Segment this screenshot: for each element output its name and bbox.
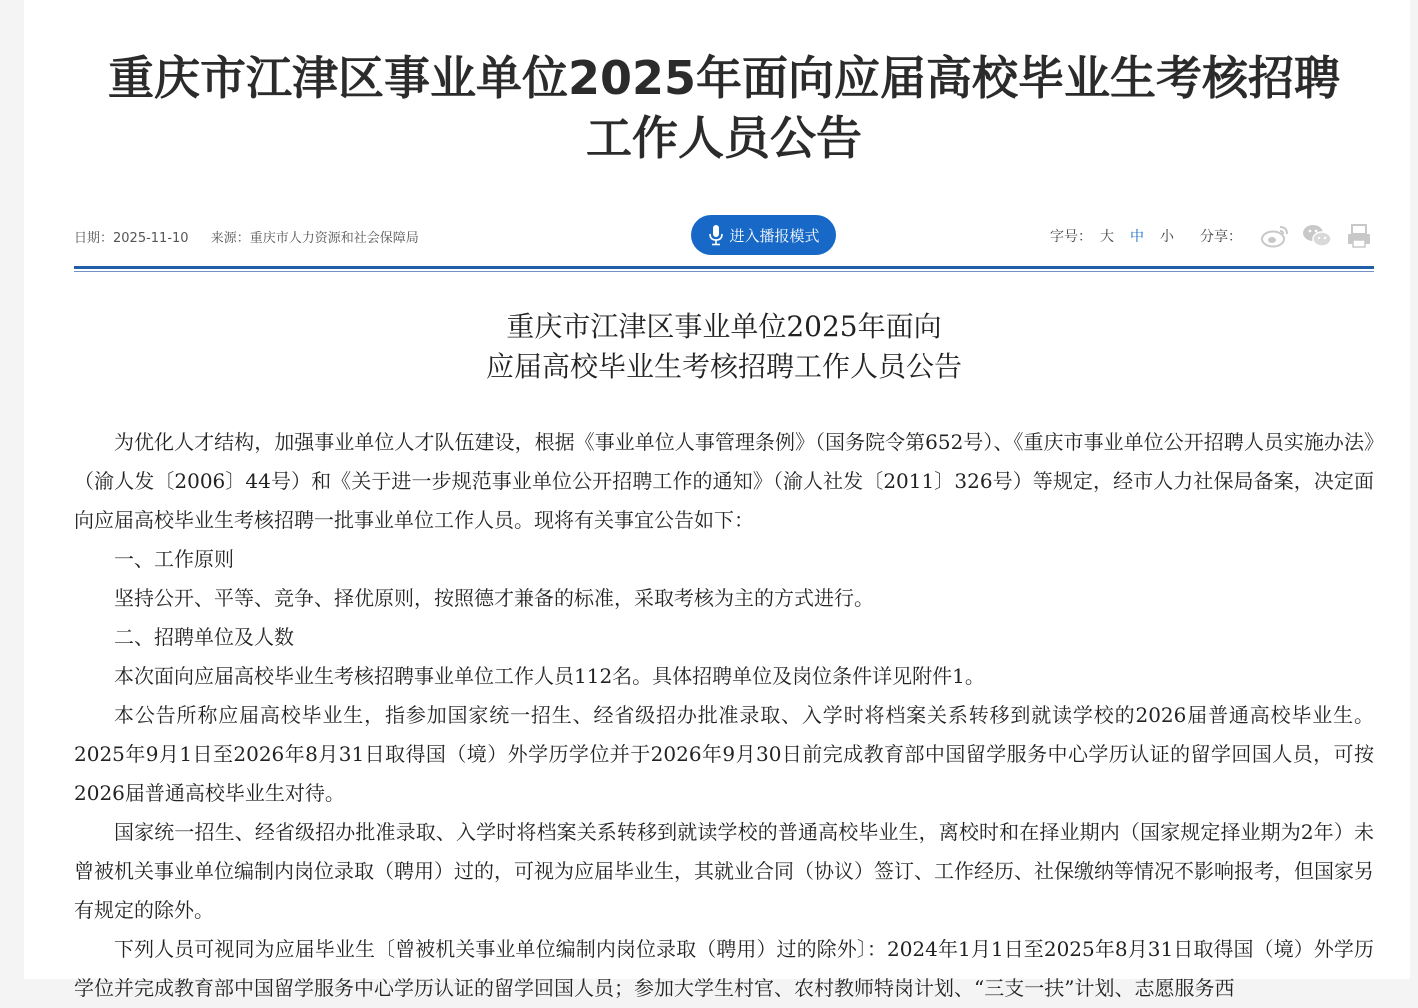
microphone-icon (707, 224, 725, 246)
broadcast-mode-button[interactable] (691, 215, 836, 255)
article-page (24, 0, 1410, 1000)
meta-info (74, 227, 437, 246)
font-size-medium[interactable]: 中 (1130, 229, 1144, 245)
paragraph: 本公告所称应届高校毕业生，指参加国家统一招生、经省级招办批准录取、入学时将档案关系转移到就读学校的2026届普通高校毕业生。2025年9月1日至2026年8月31日取得国（境）外学历学位并于2026年9月30日前完成教育部中国留学服务中心学历认证的留学回国人员，可按2026届普通高校毕业生对待。 (74, 703, 1374, 805)
broadcast-label: 进入播报模式 (729, 226, 820, 245)
font-size-small[interactable]: 小 (1160, 229, 1174, 245)
paragraph: 坚持公开、平等、竞争、择优原则，按照德才兼备的标准，采取考核为主的方式进行。 (114, 586, 874, 610)
article-body (74, 423, 1374, 1008)
subtitle-line-2: 应届高校毕业生考核招聘工作人员公告 (485, 350, 962, 383)
header-divider (74, 266, 1374, 269)
article-subtitle (64, 307, 1384, 387)
article-meta (74, 213, 1374, 259)
paragraph: 为优化人才结构，加强事业单位人才队伍建设，根据《事业单位人事管理条例》（国务院令第652号）、《重庆市事业单位公开招聘人员实施办法》（渝人发〔2006〕44号）和《关于进一步规范事业单位公开招聘工作的通知》（渝人社发〔2011〕326号）等规定，经市人力社保局备案，决定面向应届高校毕业生考核招聘一批事业单位工作人员。现将有关事宜公告如下： (74, 430, 1374, 532)
share-label: 分享： (1200, 229, 1242, 245)
subtitle-line-1: 重庆市江津区事业单位2025年面向 (506, 310, 942, 343)
font-size-large[interactable]: 大 (1100, 229, 1114, 245)
header-divider-thin (74, 271, 1374, 272)
section-heading: 二、招聘单位及人数 (114, 625, 294, 649)
paragraph: 下列人员可视同为应届毕业生〔曾被机关事业单位编制内岗位录取（聘用）过的除外〕：2024年1月1日至2025年8月31日取得国（境）外学历学位并完成教育部中国留学服务中心学历认证的留学回国人员；参加大学生村官、农村教师特岗计划、“三支一扶”计划、志愿服务西 (74, 937, 1374, 1000)
paragraph: 国家统一招生、经省级招办批准录取、入学时将档案关系转移到就读学校的普通高校毕业生，离校时和在择业期内（国家规定择业期为2年）未曾被机关事业单位编制内岗位录取（聘用）过的，可视为应届毕业生，其就业合同（协议）签订、工作经历、社保缴纳等情况不影响报考，但国家另有规定的除外。 (74, 820, 1374, 922)
publish-date: 日期：2025-11-10 (74, 231, 189, 246)
paragraph: 本次面向应届高校毕业生考核招聘事业单位工作人员112名。具体招聘单位及岗位条件详见附件1。 (114, 664, 985, 688)
article-source: 来源：重庆市人力资源和社会保障局 (210, 231, 419, 246)
wechat-icon[interactable] (1302, 223, 1332, 249)
title-line-2: 工作人员公告 (586, 111, 862, 165)
font-size-label: 字号： (1050, 229, 1092, 245)
section-heading: 一、工作原则 (114, 547, 234, 571)
article-tools (1050, 221, 1374, 251)
title-line-1: 重庆市江津区事业单位2025年面向应届高校毕业生考核招聘 (107, 51, 1341, 105)
weibo-icon[interactable] (1260, 223, 1290, 249)
page-title (64, 48, 1384, 168)
print-icon[interactable] (1344, 223, 1374, 249)
